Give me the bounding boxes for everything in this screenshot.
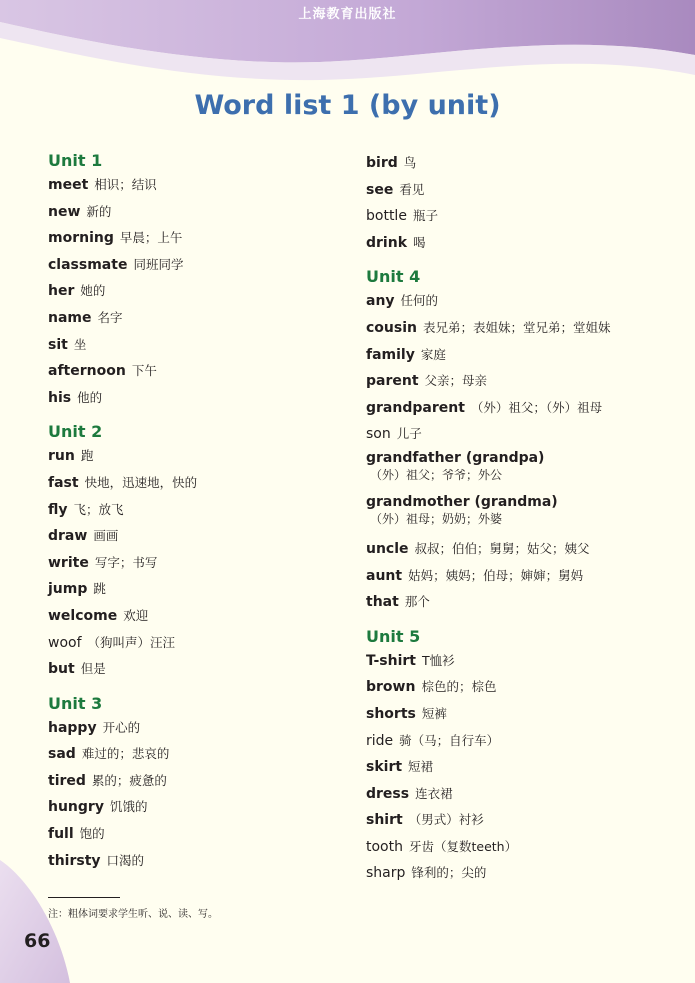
list-item: skirt 短裙 <box>366 759 434 776</box>
list-item: dress 连衣裙 <box>366 785 453 802</box>
list-item: fast 快地，迅速地，快的 <box>48 474 198 491</box>
list-item: any 任何的 <box>366 293 439 310</box>
unit-5-heading: Unit 5 <box>366 626 421 646</box>
list-item: happy 开心的 <box>48 719 141 736</box>
page-number: 66 <box>24 930 51 952</box>
list-item: bottle 瓶子 <box>366 208 438 225</box>
list-item: new 新的 <box>48 203 112 220</box>
unit-1-heading: Unit 1 <box>48 151 103 170</box>
list-item: tired 累的；疲惫的 <box>48 772 167 789</box>
list-item: sharp 锋利的；尖的 <box>366 865 487 882</box>
word-list-right-column <box>366 150 686 887</box>
list-item: hungry 饥饿的 <box>48 799 148 816</box>
list-item: T-shirt T恤衫 <box>366 652 455 669</box>
list-item: her 她的 <box>48 283 106 300</box>
list-item: ride 骑（马；自行车） <box>366 732 500 749</box>
list-item: name 名字 <box>48 309 123 326</box>
list-item: grandfather (grandpa) （外）祖父；爷爷；外公 <box>366 449 545 482</box>
list-item: morning 早晨；上午 <box>48 230 183 247</box>
list-item: fly 飞；放飞 <box>48 501 124 518</box>
list-item: cousin 表兄弟；表姐妹；堂兄弟；堂姐妹 <box>366 319 611 336</box>
list-item: run 跑 <box>48 448 94 465</box>
list-item: his 他的 <box>48 389 103 406</box>
unit-2-heading: Unit 2 <box>48 422 103 442</box>
list-item: woof （狗叫声）汪汪 <box>48 634 176 651</box>
footnote: 注：粗体词要求学生听、说、读、写。 <box>48 909 218 920</box>
list-item: drink 喝 <box>366 234 426 251</box>
list-item: sad 难过的；悲哀的 <box>48 746 170 763</box>
list-item: welcome 欢迎 <box>48 607 149 624</box>
list-item: sit 坐 <box>48 336 87 353</box>
page-title: Word list 1 (by unit) <box>194 90 501 121</box>
list-item: but 但是 <box>48 661 106 678</box>
list-item: afternoon 下午 <box>48 363 157 380</box>
unit-4-heading: Unit 4 <box>366 267 421 287</box>
list-item: meet 相识；结识 <box>48 177 157 193</box>
list-item: thirsty 口渴的 <box>48 852 145 869</box>
list-item: uncle 叔叔；伯伯；舅舅；姑父；姨父 <box>366 540 590 557</box>
list-item: jump 跳 <box>48 581 106 598</box>
word-list-left-column <box>48 150 348 874</box>
list-item: that 那个 <box>366 594 430 611</box>
list-item: shirt （男式）衬衫 <box>366 812 484 829</box>
list-item: write 写字；书写 <box>48 554 158 571</box>
list-item: shorts 短裤 <box>366 705 447 722</box>
unit-3-heading: Unit 3 <box>48 693 103 713</box>
list-item: full 饱的 <box>48 826 105 843</box>
list-item: family 家庭 <box>366 346 446 363</box>
list-item: parent 父亲；母亲 <box>366 373 488 390</box>
publisher-name: 上海教育出版社 <box>298 7 397 22</box>
list-item: draw 画画 <box>48 528 119 545</box>
list-item: grandparent （外）祖父；（外）祖母 <box>366 399 603 416</box>
list-item: classmate 同班同学 <box>48 256 184 273</box>
footnote-divider <box>48 897 120 898</box>
list-item: grandmother (grandma) （外）祖母；奶奶；外婆 <box>366 493 558 526</box>
list-item: son 儿子 <box>366 426 422 443</box>
list-item: see 看见 <box>366 181 425 198</box>
list-item: bird 鸟 <box>366 155 417 171</box>
list-item: aunt 姑妈；姨妈；伯母；婶婶；舅妈 <box>366 567 584 584</box>
list-item: brown 棕色的；棕色 <box>366 679 497 696</box>
list-item: tooth 牙齿（复数teeth） <box>366 838 518 855</box>
